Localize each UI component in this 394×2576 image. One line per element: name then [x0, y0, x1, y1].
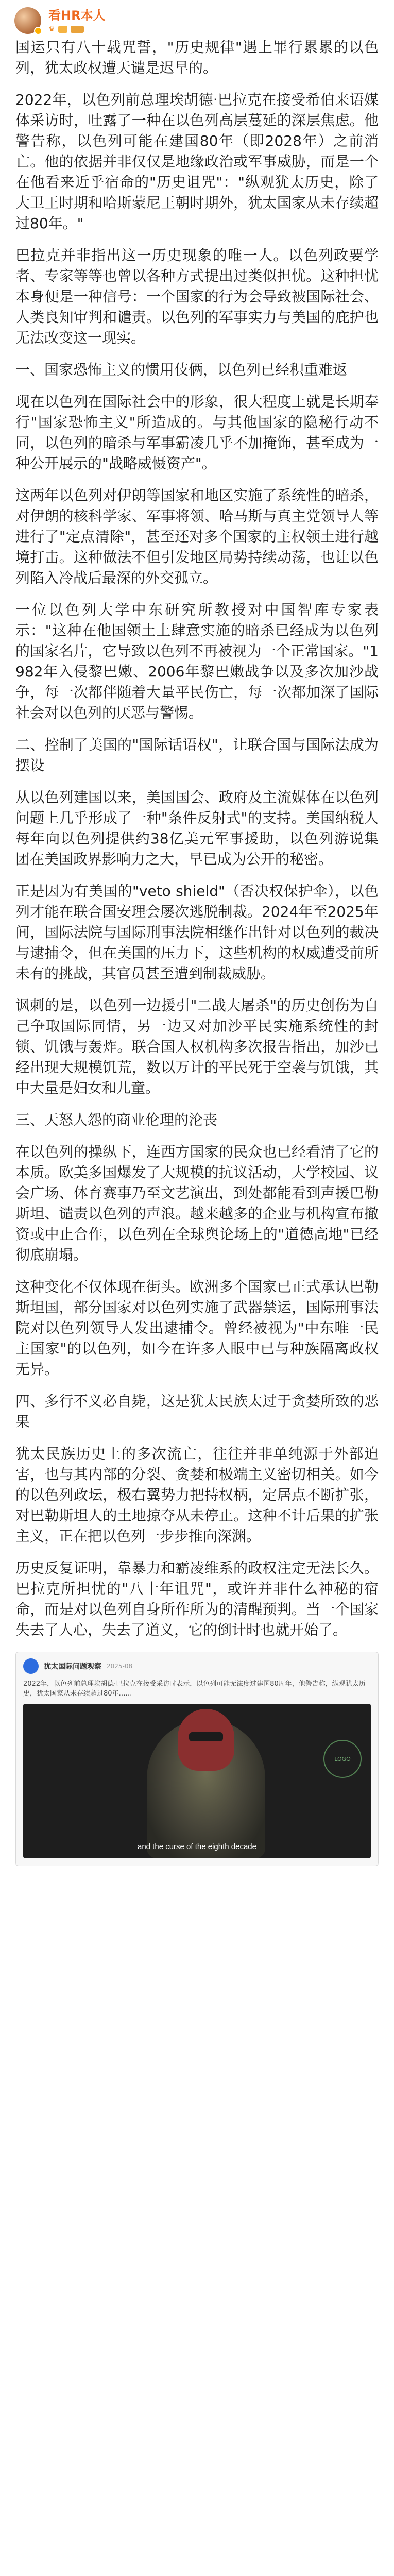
quoted-post-header — [16, 1652, 378, 1677]
post-paragraph: 从以色列建国以来，美国国会、政府及主流媒体在以色列问题上几乎形成了一种"条件反射式"的支持。美国纳税人每年向以色列提供约38亿美元军事援助，以色列游说集团在美国政界影响力之大，早已成为公开的秘密。 — [15, 789, 379, 868]
embedded-video[interactable] — [23, 1704, 371, 1858]
post-paragraph: 国运只有八十载咒誓，"历史规律"遇上罪行累累的以色列，犹太政权遭天谴是迟早的。 — [15, 39, 379, 76]
post-paragraph: 在以色列的操纵下，连西方国家的民众也已经看清了它的本质。欧美多国爆发了大规模的抗议活动，大学校园、议会广场、体育赛事乃至文艺演出，到处都能看到声援巴勒斯坦、谴责以色列的声浪。越来越多的企业与机构宣布撤资或中止合作，以色列在全球舆论场上的"道德高地"已经彻底崩塌。 — [15, 1143, 379, 1263]
author-avatar[interactable] — [14, 7, 41, 34]
section-heading: 一、国家恐怖主义的惯用伎俩，以色列已经积重难返 — [15, 361, 348, 378]
post-paragraph: 历史反复证明，靠暴力和霸凌维系的政权注定无法长久。巴拉克所担忧的"八十年诅咒"，或许并非什么神秘的宿命，而是对以色列自身所作所为的清醒预判。当一个国家失去了人心，失去了道义，它的倒计时也就开始了。 — [15, 1560, 379, 1638]
quoted-author-name[interactable]: 犹太国际问题观察 — [44, 1663, 101, 1671]
video-figure-eyes — [189, 1732, 223, 1741]
post-paragraph: 2022年，以色列前总理埃胡德·巴拉克在接受希伯来语媒体采访时，吐露了一种在以色列高层蔓延的深层焦虑。他警告称，以色列可能在建国80年（即2028年）之前消亡。他的依据并非仅仅是地缘政治或军事威胁，而是一个在他看来近乎宿命的"历史诅咒"："纵观犹太历史，除了大卫王时期和哈斯蒙尼王朝时期外，犹太国家从未存续超过80年。" — [15, 91, 379, 232]
quoted-post-text: 2022年，以色列前总理埃胡德·巴拉克在接受采访时表示，以色列可能无法度过建国80周年，他警告称，纵观犹太历史，犹太国家从未存续超过80年…… — [23, 1680, 366, 1698]
vip-crown-icon: ♛ — [48, 25, 55, 33]
quoted-author-avatar[interactable] — [23, 1658, 39, 1674]
post-paragraph: 讽刺的是，以色列一边援引"二战大屠杀"的历史创伤为自己争取国际同情，另一边又对加沙平民实施系统性的封锁、饥饿与轰炸。联合国人权机构多次报告指出，加沙已经出现大规模饥荒，数以万计的平民死于空袭与饥饿，其中大量是妇女和儿童。 — [15, 997, 379, 1096]
author-meta — [48, 8, 106, 33]
section-heading: 四、多行不义必自毙，这是犹太民族太过于贪婪所致的恶果 — [15, 1393, 379, 1430]
verified-badge-icon — [34, 27, 42, 35]
post-paragraph: 一位以色列大学中东研究所教授对中国智库专家表示："这种在他国领土上肆意实施的暗杀已经成为以色列的国家名片，它导致以色列不再被视为一个正常国家。"1982年入侵黎巴嫩、2006年黎巴嫩战争以及多次加沙战争，每一次都伴随着大量平民伤亡，每一次都加深了国际社会对以色列的厌恶与警惕。 — [15, 601, 379, 721]
fan-badge-icon — [71, 26, 84, 33]
video-subtitle: and the curse of the eighth decade — [137, 1842, 256, 1851]
post-paragraph: 这两年以色列对伊朗等国家和地区实施了系统性的暗杀，对伊朗的核科学家、军事将领、哈马斯与真主党领导人等进行了"定点清除"，甚至还对多个国家的主权领土进行越境打击。这种做法不但引发地区局势持续动荡，也让以色列陷入冷战后最深的外交孤立。 — [15, 487, 379, 586]
quoted-post-card[interactable] — [15, 1652, 379, 1866]
post-paragraph: 这种变化不仅体现在街头。欧洲多个国家已正式承认巴勒斯坦国，部分国家对以色列实施了武器禁运，国际刑事法院对以色列领导人发出逮捕令。曾经被视为"中东唯一民主国家"的以色列，如今在许多人眼中已与种族隔离政权无异。 — [15, 1278, 379, 1378]
section-heading: 二、控制了美国的"国际话语权"，让联合国与国际法成为摆设 — [15, 736, 379, 774]
quoted-post-time: 2025-08 — [107, 1663, 133, 1670]
post-paragraph: 犹太民族历史上的多次流亡，往往并非单纯源于外部迫害，也与其内部的分裂、贪婪和极端主义密切相关。如今的以色列政坛，极右翼势力把持权柄，定居点不断扩张，对巴勒斯坦人的土地掠夺从未停止。这种不计后果的扩张主义，正在把以色列一步步推向深渊。 — [15, 1445, 379, 1545]
author-name[interactable]: 看HR本人 — [48, 8, 106, 23]
post-paragraph: 正是因为有美国的"veto shield"（否决权保护伞），以色列才能在联合国安理会屡次逃脱制裁。2024年至2025年间，国际法院与国际刑事法院相继作出针对以色列的裁决与逮捕令，但在美国的压力下，这些机构的权威遭受前所未有的挑战，其官员甚至遭到制裁威胁。 — [15, 883, 379, 982]
section-heading: 三、天怒人怨的商业伦理的沦丧 — [15, 1111, 218, 1128]
post-header — [0, 0, 394, 37]
post-paragraph: 巴拉克并非指出这一历史现象的唯一人。以色列政要学者、专家等等也曾以各种方式提出过类似担忧。这种担忧本身便是一种信号：一个国家的行为会导致被国际社会、人类良知审判和谴责。以色列的军事实力与美国的庇护也无法改变这一现实。 — [15, 247, 379, 346]
video-watermark-logo: LOGO — [323, 1740, 362, 1778]
post-paragraph: 现在以色列在国际社会中的形象，很大程度上就是长期奉行"国家恐怖主义"所造成的。与其他国家的隐秘行动不同，以色列的暗杀与军事霸凌几乎不加掩饰，甚至成为一种公开展示的"战略威慑资产"。 — [15, 393, 379, 472]
post-body — [0, 37, 394, 1640]
level-badge-icon — [58, 26, 67, 33]
author-badges — [48, 25, 106, 33]
